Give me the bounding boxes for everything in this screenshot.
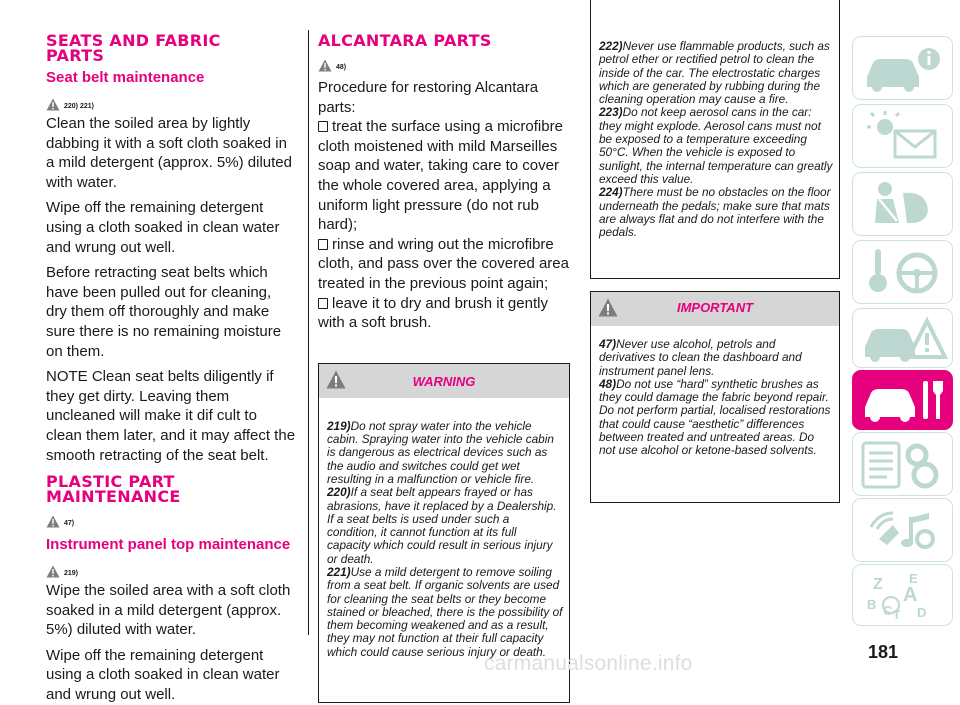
- heading-seat-belt-maintenance: Seat belt maintenance: [46, 69, 205, 86]
- warning-item: [327, 566, 563, 659]
- important-content: [591, 326, 839, 464]
- warning-item: [599, 40, 833, 106]
- index-letter: E: [909, 571, 918, 586]
- bullet-box-icon: [318, 121, 328, 132]
- index-letter: B: [867, 597, 877, 612]
- multimedia-icon: [853, 499, 952, 561]
- ref-numbers: 48): [336, 64, 347, 71]
- ref-numbers: 219): [64, 570, 79, 578]
- bullet-box-icon: [318, 239, 328, 250]
- nav-tab-safety[interactable]: [852, 172, 953, 236]
- warning-item: [327, 486, 563, 566]
- important-item: [599, 378, 833, 458]
- warning-text: Never use flammable products, such as petrol ether or rectified petrol to clean the inside of the car. The electrostatic charges which are generated by rubbing during the cleaning operation may cause a fire.: [599, 39, 830, 107]
- paragraph: Before retracting seat belts which have been pulled out for cleaning, dry them off thoroughly and make sure there is no remaining moisture on them.: [46, 264, 282, 360]
- important-title: IMPORTANT: [676, 300, 754, 315]
- heading-plastic-maintenance: PLASTIC PART MAINTENANCE: [46, 472, 181, 507]
- heading-seats-fabric: SEATS AND FABRIC PARTS: [46, 31, 221, 65]
- column-right: [590, 0, 840, 503]
- reference-plastic: [46, 506, 296, 528]
- warning-number: 220): [327, 485, 351, 500]
- reference-seat-belt: [46, 89, 296, 111]
- column-middle: [318, 0, 570, 703]
- car-info-icon: [853, 37, 952, 99]
- bullet-item: [318, 235, 570, 294]
- index-letter: C: [883, 603, 893, 618]
- column-divider: [308, 30, 309, 635]
- bullet-text: rinse and wring out the microfibre cloth, and pass over the covered area treated in the previous point again;: [318, 235, 569, 292]
- index-icon: [853, 565, 952, 625]
- warning-triangle-icon: [46, 515, 60, 528]
- warning-item: [327, 420, 563, 486]
- warning-box-header: [319, 364, 569, 398]
- warning-item: [599, 186, 833, 239]
- bullet-text: treat the surface using a microfibre cloth moistened with mild Marseilles soap and water, taking care to cover the whole covered area, applying a uniform light pressure (do not rub hard);: [318, 118, 563, 234]
- paragraph: Wipe off the remaining detergent using a cloth soaked in clean water and wrung out well.: [46, 646, 280, 704]
- important-number: 47): [599, 337, 617, 351]
- starting-driving-icon: [853, 241, 952, 303]
- nav-tab-emergency[interactable]: [852, 308, 953, 368]
- nav-tab-index[interactable]: [852, 564, 953, 626]
- warning-lights-icon: [853, 105, 952, 167]
- warning-text: If a seat belt appears frayed or has abrasions, have it replaced by a Dealership. If a seat belts is used under such a condition, it cannot function at its full capacity which could result in serious injury or death.: [327, 485, 557, 566]
- paragraph: Clean the soiled area by lightly dabbing it with a soft cloth soaked in a mild detergent (approx. 5%) diluted with water.: [46, 115, 292, 191]
- bullet-item: [318, 117, 570, 235]
- bullet-item: [318, 294, 570, 333]
- nav-tab-maintenance[interactable]: [852, 370, 953, 430]
- warning-text: There must be no obstacles on the floor underneath the pedals; make sure that mats are always flat and do not interfere with the pedals.: [599, 185, 831, 240]
- important-number: 48): [599, 376, 617, 391]
- warning-content: [591, 0, 839, 245]
- warning-number: 222): [599, 39, 623, 53]
- important-box: [590, 291, 840, 503]
- heading-instrument-panel: Instrument panel top maintenance: [46, 536, 291, 554]
- warning-triangle-icon: [46, 565, 60, 578]
- index-letter: T: [893, 608, 901, 622]
- safety-airbag-icon: [853, 173, 952, 235]
- reference-alcantara: [318, 50, 570, 72]
- page-number: 181: [868, 642, 899, 662]
- warning-triangle-icon: [46, 98, 60, 111]
- column-left: [46, 0, 296, 705]
- paragraph: Wipe the soiled area with a soft cloth soaked in a mild detergent (approx. 5%) diluted with water.: [46, 582, 291, 639]
- warning-triangle-icon: [318, 59, 332, 72]
- important-item: [599, 338, 833, 378]
- warning-content: [319, 398, 569, 665]
- paragraph-intro: Procedure for restoring Alcantara parts:: [318, 79, 539, 116]
- warning-text: Do not spray water into the vehicle cabin. Spraying water into the vehicle cabin is dangerous as electrical devices such as the audio and switches could get wet resulting in a malfunction or vehicle fire.: [327, 418, 554, 486]
- heading-alcantara: ALCANTARA PARTS: [318, 31, 492, 50]
- nav-tab-multimedia[interactable]: [852, 498, 953, 562]
- warning-number: 223): [599, 105, 623, 120]
- important-box-header: [591, 292, 839, 326]
- paragraph-note: NOTE Clean seat belts diligently if they get dirty. Leaving them uncleaned will make it dif cult to clean them later, and it may affect the smooth retracting of the seat belt.: [46, 368, 296, 464]
- paragraph: Wipe off the remaining detergent using a cloth soaked in clean water and wrung out well.: [46, 199, 280, 256]
- important-text: Never use alcohol, petrols and derivatives to clean the dashboard and instrument panel lens.: [599, 337, 802, 378]
- nav-tab-starting-driving[interactable]: [852, 240, 953, 304]
- warning-number: 221): [327, 564, 351, 579]
- reference-instrument: [46, 556, 296, 578]
- maintenance-icon: [853, 371, 952, 429]
- warning-title: WARNING: [412, 373, 476, 389]
- bullet-text: leave it to dry and brush it gently with a soft brush.: [318, 294, 548, 332]
- bullet-box-icon: [318, 298, 328, 309]
- technical-data-icon: [853, 433, 952, 495]
- warning-box-continued: [590, 0, 840, 279]
- warning-text: Do not keep aerosol cans in the car: they might explode. Aerosol cans must not be exposed to a temperature exceeding 50°C. When the vehicle is exposed to sunlight, the internal temperature can greatly exceed this value.: [599, 105, 833, 186]
- nav-tab-warning-lights[interactable]: [852, 104, 953, 168]
- warning-number: 224): [599, 185, 623, 200]
- warning-item: [599, 106, 833, 186]
- nav-tab-technical-data[interactable]: [852, 432, 953, 496]
- index-letter: Z: [873, 576, 883, 593]
- ref-numbers: 47): [64, 520, 75, 528]
- watermark: carmanualsonline.info: [484, 652, 693, 675]
- important-text: Do not use “hard” synthetic brushes as they could damage the fabric beyond repair. Do not perform partial, localised restorations that could cause “aesthetic” differences between treated and untreated areas. Do not use alcohol or ketone-based solvents.: [599, 376, 831, 458]
- emergency-icon: [853, 309, 952, 367]
- warning-number: 219): [327, 418, 351, 433]
- warning-text: Use a mild detergent to remove soiling from a seat belt. If organic solvents are used for cleaning the seat belts or they become stained or bleached, there is the possibility of them becoming weakened and as a result, they may not function at their full capacity which could cause serious injury or death.: [327, 564, 563, 659]
- index-letter: A: [903, 584, 918, 606]
- nav-tab-car-info[interactable]: [852, 36, 953, 100]
- index-letter: D: [917, 605, 927, 620]
- ref-numbers: 220) 221): [64, 103, 94, 110]
